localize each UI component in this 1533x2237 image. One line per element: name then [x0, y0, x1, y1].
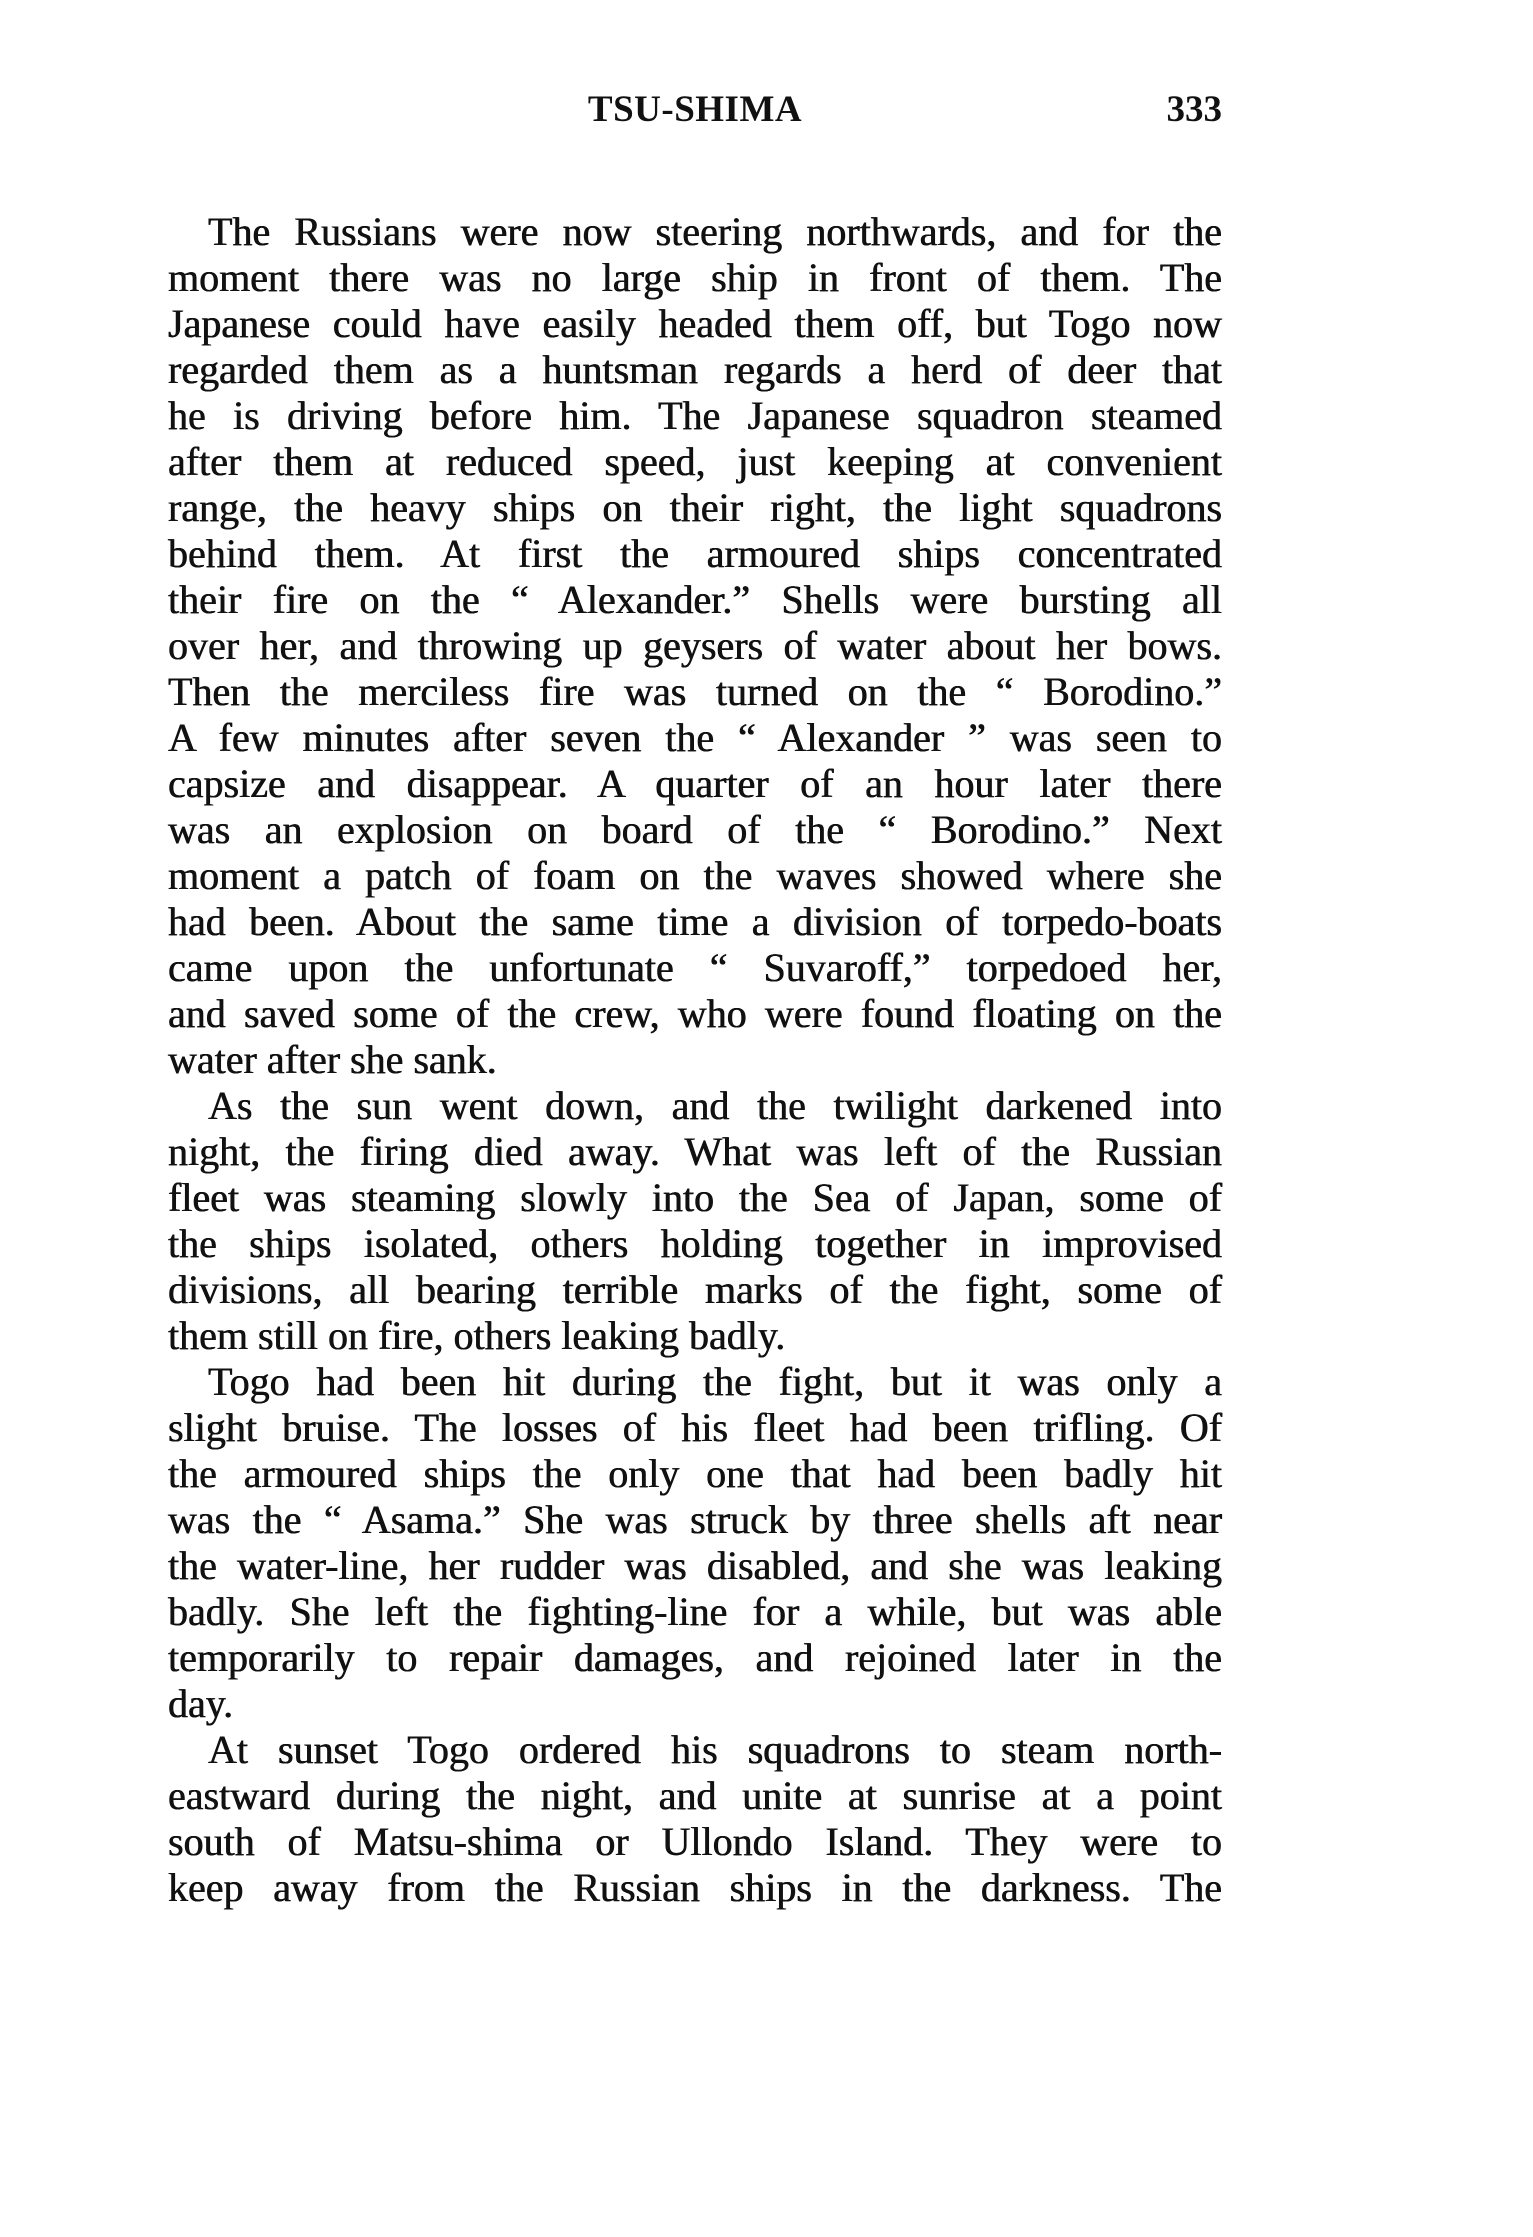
- text-line: he is driving before him. The Japanese squadron steamed: [168, 393, 1222, 438]
- text-line: had been. About the same time a division of torpedo-boats: [168, 899, 1222, 944]
- text-line: eastward during the night, and unite at sunrise at a point: [168, 1773, 1222, 1818]
- text-line: At sunset Togo ordered his squadrons to steam north-: [208, 1727, 1222, 1772]
- text-line: was an explosion on board of the “ Borodino.” Next: [168, 807, 1222, 852]
- text-line: moment a patch of foam on the waves showed where she: [168, 853, 1222, 898]
- text-line: their fire on the “ Alexander.” Shells were bursting all: [168, 577, 1222, 622]
- text-line: badly. She left the fighting-line for a while, but was able: [168, 1589, 1222, 1634]
- text-line: Then the merciless fire was turned on the “ Borodino.”: [168, 669, 1222, 714]
- text-line: water after she sank.: [168, 1037, 497, 1082]
- paragraph: [168, 1727, 1222, 1911]
- text-line: day.: [168, 1681, 234, 1726]
- text-line: and saved some of the crew, who were found floating on the: [168, 991, 1222, 1036]
- text-line: the ships isolated, others holding together in improvised: [168, 1221, 1222, 1266]
- running-title: TSU-SHIMA: [587, 89, 803, 130]
- text-line: slight bruise. The losses of his fleet had been trifling. Of: [168, 1405, 1222, 1450]
- paragraph: [168, 1083, 1222, 1359]
- text-line: Japanese could have easily headed them off, but Togo now: [168, 301, 1222, 346]
- text-line: regarded them as a huntsman regards a herd of deer that: [168, 347, 1222, 392]
- text-line: over her, and throwing up geysers of water about her bows.: [168, 623, 1222, 668]
- body-text: [168, 209, 1222, 1911]
- text-line: was the “ Asama.” She was struck by three shells aft near: [168, 1497, 1222, 1542]
- text-line: the armoured ships the only one that had been badly hit: [168, 1451, 1222, 1496]
- text-line: keep away from the Russian ships in the darkness. The: [168, 1865, 1222, 1910]
- text-line: the water-line, her rudder was disabled, and she was leaking: [168, 1543, 1222, 1588]
- text-line: temporarily to repair damages, and rejoined later in the: [168, 1635, 1222, 1680]
- page-header: [168, 88, 1222, 138]
- text-line: capsize and disappear. A quarter of an hour later there: [168, 761, 1222, 806]
- text-line: divisions, all bearing terrible marks of the fight, some of: [168, 1267, 1222, 1312]
- text-line: The Russians were now steering northwards, and for the: [208, 209, 1222, 254]
- text-line: came upon the unfortunate “ Suvaroff,” torpedoed her,: [168, 945, 1222, 990]
- text-line: behind them. At first the armoured ships concentrated: [168, 531, 1222, 576]
- text-line: As the sun went down, and the twilight darkened into: [208, 1083, 1222, 1128]
- text-line: A few minutes after seven the “ Alexander ” was seen to: [168, 715, 1222, 760]
- paragraph: [168, 1359, 1222, 1727]
- text-line: Togo had been hit during the fight, but it was only a: [208, 1359, 1222, 1404]
- text-line: range, the heavy ships on their right, the light squadrons: [168, 485, 1222, 530]
- text-line: moment there was no large ship in front of them. The: [168, 255, 1222, 300]
- text-line: them still on fire, others leaking badly.: [168, 1313, 786, 1358]
- page-number: 333: [1166, 89, 1222, 130]
- text-line: south of Matsu-shima or Ullondo Island. They were to: [168, 1819, 1222, 1864]
- text-line: fleet was steaming slowly into the Sea of Japan, some of: [168, 1175, 1222, 1220]
- text-line: after them at reduced speed, just keeping at convenient: [168, 439, 1222, 484]
- paragraph: [168, 209, 1222, 1083]
- text-line: night, the firing died away. What was left of the Russian: [168, 1129, 1222, 1174]
